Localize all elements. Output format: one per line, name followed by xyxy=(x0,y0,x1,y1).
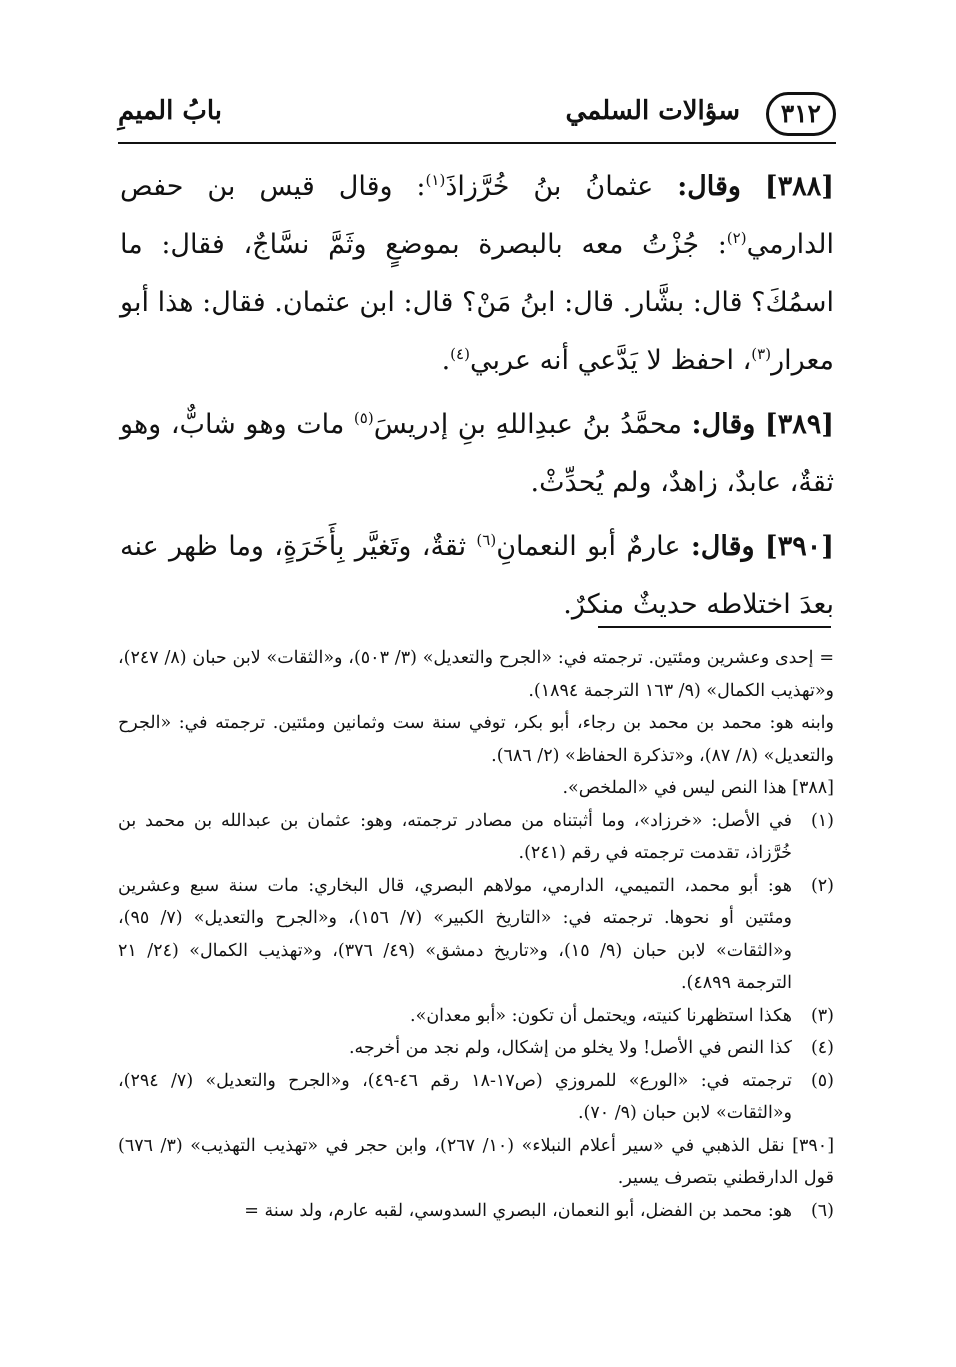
footnote-2 xyxy=(118,870,834,1000)
entry-text: مات وهو شابٌّ، وهو ثقةٌ، عابدٌ، زاهدٌ، ولم يُحدِّثْ. xyxy=(120,409,834,498)
footnote-4 xyxy=(118,1032,834,1065)
entry-speaker: وقال: xyxy=(691,409,756,440)
footnote-ref: (٣) xyxy=(751,345,772,363)
entry-number: [٣٨٩] xyxy=(764,409,834,440)
footnote-text: هو: محمد بن الفضل، أبو النعمان، البصري السدوسي، لقبه عارم، ولد سنة = xyxy=(244,1200,792,1221)
chapter-title: بابُ الميمِ xyxy=(118,96,223,126)
page-header xyxy=(118,88,836,144)
book-title: سؤالات السلمي xyxy=(565,96,740,126)
entry-389 xyxy=(120,396,834,512)
footnotes xyxy=(118,642,834,1227)
entry-text: عارمٌ أبو النعمانِ xyxy=(496,531,681,562)
footnote-6 xyxy=(118,1195,834,1228)
footnote-text: كذا النص في الأصل! ولا يخلو من إشكال، ولم نجد من أخرجه. xyxy=(348,1038,792,1058)
footnote-3 xyxy=(118,1000,834,1033)
footnote-ref: (٢) xyxy=(726,229,747,247)
entry-388 xyxy=(120,158,834,390)
entry-speaker: وقال: xyxy=(677,171,741,202)
footnote-marker: (١) xyxy=(810,810,834,831)
footnote-5 xyxy=(118,1065,834,1130)
footnote-ref: (٥) xyxy=(353,409,374,427)
footnote-text: هو: أبو محمد، التميمي، الدارمي، مولاهم البصري، قال البخاري: مات سنة سبع وعشرين ومئتين أو نحوها. ترجمته في: «التاريخ الكبير» (٧/ ١٥٦)، و«الجرح والتعديل» (٧/ ٩٥)، و«الثقات» لابن حبان (٩/ ١٥)، و«تاريخ دمشق» (٤٩/ ٣٧٦)، و«تهذيب الكمال» (٢٤/ ٢١ الترجمة ٤٨٩٩). xyxy=(118,875,793,993)
entry-text: عثمانُ بنُ خُرَّزاذَ xyxy=(445,171,654,202)
entry-number: [٣٨٨] xyxy=(764,171,834,202)
footnote-marker: (٢) xyxy=(810,875,834,896)
footnote-marker: (٥) xyxy=(810,1070,834,1091)
entry-text: . xyxy=(441,345,451,376)
main-text xyxy=(120,158,834,640)
footnote-text: في الأصل: «خرزاد»، وما أثبتناه من مصادر ترجمته، وهو: عثمان بن عبدالله بن محمد بن خُرَّزاذ، تقدمت ترجمته في رقم (٢٤١). xyxy=(118,810,792,863)
page-number: ٣١٢ xyxy=(766,92,836,136)
entry-speaker: وقال: xyxy=(690,531,755,562)
footnote-ref: (٤) xyxy=(450,345,470,363)
footnote-ref: (٦) xyxy=(476,531,497,549)
header-rule xyxy=(118,142,836,144)
footnote-ref: (١) xyxy=(425,171,446,189)
footnote-note-390: [٣٩٠] نقل الذهبي في «سير أعلام النبلاء» (١٠/ ٢٦٧)، وابن حجر في «تهذيب التهذيب» (٣/ ٦٧٦) قول الدارقطني بتصرف يسير. xyxy=(118,1135,835,1188)
footnote-note-388: [٣٨٨] هذا النص ليس في «الملخص». xyxy=(562,778,834,798)
entry-text: : وقال قيس بن حفص الدارمي xyxy=(120,171,834,260)
entry-text: ثقةٌ، وتَغيَّر بِأَخَرَةٍ، وما ظهر عنه بعدَ اختلاطه حديثٌ منكرٌ. xyxy=(120,531,834,620)
footnote-marker: (٤) xyxy=(810,1038,834,1058)
footnote-1 xyxy=(118,805,834,870)
entry-text: محمَّدُ بنُ عبدِاللهِ بنِ إدريسَ xyxy=(373,409,682,440)
footnote-marker: (٣) xyxy=(810,1005,834,1026)
entry-text: : جُزْتُ معه بالبصرة بموضعٍ وثَمَّ نسَّاجٌ، فقال: ما اسمُكَ؟ قال: بشَّار. قال: ابنُ مَنْ؟ قال: ابن عثمان. فقال: هذا أبو معرار xyxy=(120,229,834,376)
footnote-separator xyxy=(598,626,831,628)
footnote-continuation: = إحدى وعشرين ومئتين. ترجمته في: «الجرح والتعديل» (٣/ ٥٠٣)، و«الثقات» لابن حبان (٨/ ٢٤٧)، و«تهذيب الكمال» (٩/ ١٦٣ الترجمة ١٨٩٤). xyxy=(118,648,834,701)
entry-390 xyxy=(120,518,834,634)
footnote-text: هكذا استظهرنا كنيته، ويحتمل أن تكون: «أبو معدان». xyxy=(410,1005,792,1026)
entry-text: ، احفظ لا يَدَّعي أنه عربي xyxy=(469,345,752,376)
footnote-continuation: وابنه هو: محمد بن محمد بن رجاء، أبو بكر، توفي سنة ست وثمانين ومئتين. ترجمته في: «الجرح والتعديل» (٨/ ٨٧)، و«تذكرة الحفاظ» (٢/ ٦٨٦). xyxy=(118,713,834,766)
entry-number: [٣٩٠] xyxy=(764,531,834,562)
footnote-text: ترجمته في: «الورع» للمروزي (ص١٧-١٨ رقم ٤٦-٤٩)، و«الجرح والتعديل» (٧/ ٢٩٤)، و«الثقات» لابن حبان (٩/ ٧٠). xyxy=(118,1070,792,1123)
footnote-marker: (٦) xyxy=(810,1200,834,1221)
